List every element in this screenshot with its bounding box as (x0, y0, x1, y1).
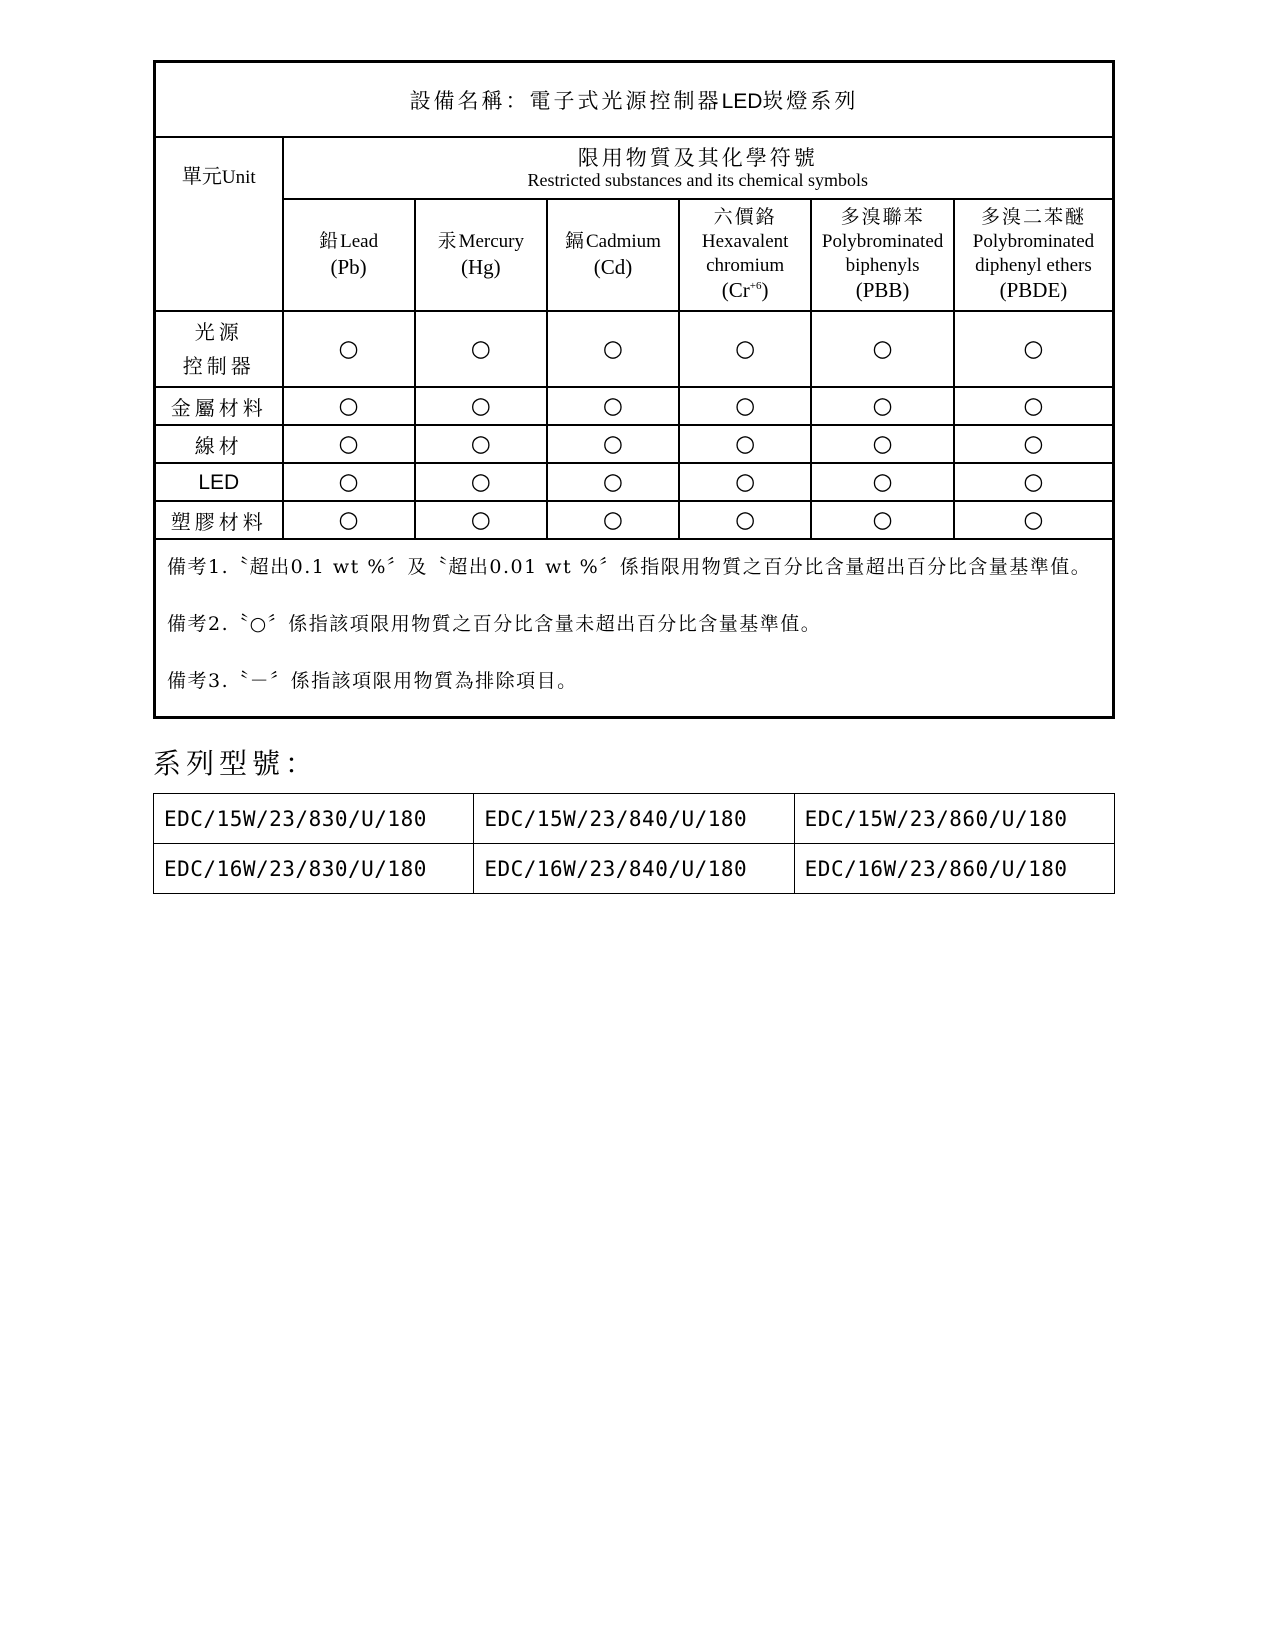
substance-en-line2: diphenyl ethers (975, 254, 1092, 276)
substance-symbol: (Pb) (330, 254, 367, 279)
compliance-mark: ○ (679, 387, 811, 425)
compliance-mark: ○ (954, 463, 1114, 501)
restricted-header-zh: 限用物質及其化學符號 (577, 145, 818, 170)
compliance-mark: ○ (283, 463, 415, 501)
series-models-table (153, 793, 1115, 894)
unit-light-controller (155, 311, 283, 387)
model-number: EDC/15W/23/830/U/180 (154, 794, 474, 844)
compliance-mark: ○ (954, 311, 1114, 387)
table-row (155, 311, 1114, 387)
substance-symbol: (PBDE) (999, 278, 1068, 303)
compliance-mark: ○ (679, 463, 811, 501)
substance-hexavalent-chromium (679, 199, 811, 311)
compliance-mark: ○ (415, 425, 547, 463)
table-row (154, 794, 1115, 844)
unit-plastic-material: 塑膠材料 (155, 501, 283, 539)
restricted-substances-header (283, 137, 1114, 199)
substance-en-line2: biphenyls (845, 254, 920, 276)
unit-led (155, 463, 283, 501)
model-number: EDC/15W/23/860/U/180 (794, 794, 1114, 844)
substance-symbol: (PBB) (855, 278, 910, 303)
compliance-mark: ○ (811, 501, 954, 539)
table-row (155, 425, 1114, 463)
notes-section (155, 539, 1114, 718)
substance-pbde (954, 199, 1114, 311)
unit-line2: 控制器 (182, 354, 255, 378)
model-number: EDC/16W/23/860/U/180 (794, 844, 1114, 894)
substance-en: Cadmium (586, 230, 661, 252)
substance-en: Mercury (458, 230, 524, 252)
substance-symbol (722, 278, 769, 302)
symbol-open: (Cr (721, 278, 750, 303)
substance-en-line1: Hexavalent (701, 230, 789, 252)
note-1: 備考1.〝超出0.1 wt %〞及〝超出0.01 wt %〞係指限用物質之百分比含量超出百分比含量基準值。 (167, 556, 1092, 578)
equipment-name-prefix: 設備名稱：電子式光源控制器 (409, 88, 722, 113)
substance-mercury (415, 199, 547, 311)
compliance-mark: ○ (547, 387, 679, 425)
compliance-mark: ○ (415, 387, 547, 425)
substance-symbol: (Hg) (460, 254, 501, 279)
substance-zh: 鎘 (564, 229, 586, 252)
table-row (155, 501, 1114, 539)
compliance-mark: ○ (811, 463, 954, 501)
rohs-declaration-table (153, 60, 1115, 719)
substance-zh: 鉛 (319, 229, 341, 252)
compliance-mark: ○ (679, 425, 811, 463)
compliance-mark: ○ (811, 387, 954, 425)
series-models-heading: 系列型號： (153, 747, 319, 780)
model-number: EDC/16W/23/840/U/180 (474, 844, 794, 894)
compliance-mark: ○ (954, 387, 1114, 425)
substance-symbol: (Cd) (593, 254, 633, 279)
symbol-superscript: +6 (749, 280, 762, 293)
substance-pbb (811, 199, 954, 311)
substance-en-line1: Polybrominated (972, 230, 1095, 252)
note-2: 備考2.〝○〞係指該項限用物質之百分比含量未超出百分比含量基準值。 (167, 613, 822, 635)
table-row (155, 387, 1114, 425)
model-number: EDC/15W/23/840/U/180 (474, 794, 794, 844)
compliance-mark: ○ (954, 425, 1114, 463)
unit-line1: 光源 (194, 320, 243, 344)
compliance-mark: ○ (415, 311, 547, 387)
compliance-mark: ○ (283, 311, 415, 387)
compliance-mark: ○ (547, 425, 679, 463)
compliance-mark: ○ (415, 501, 547, 539)
unit-header (155, 137, 283, 311)
note-3: 備考3.〝－〞係指該項限用物質為排除項目。 (167, 670, 578, 692)
substance-en-line2: chromium (706, 254, 785, 276)
compliance-mark: ○ (415, 463, 547, 501)
compliance-mark: ○ (547, 463, 679, 501)
table-row (155, 463, 1114, 501)
substance-en-line1: Polybrominated (821, 230, 944, 252)
compliance-mark: ○ (954, 501, 1114, 539)
substance-zh: 汞 (437, 229, 459, 252)
symbol-close: ) (761, 278, 769, 303)
substance-en: Lead (340, 230, 379, 252)
equipment-name-led: LED (721, 89, 763, 113)
compliance-mark: ○ (679, 501, 811, 539)
unit-header-zh: 單元 (181, 164, 222, 188)
unit-header-en: Unit (221, 167, 256, 188)
unit-wire: 線材 (155, 425, 283, 463)
substance-zh: 六價鉻 (713, 206, 777, 228)
substance-lead (283, 199, 415, 311)
compliance-mark: ○ (283, 387, 415, 425)
substance-cadmium (547, 199, 679, 311)
compliance-mark: ○ (547, 501, 679, 539)
compliance-mark: ○ (283, 425, 415, 463)
equipment-name-title (155, 62, 1114, 138)
unit-led-label: LED (198, 470, 240, 494)
compliance-mark: ○ (811, 311, 954, 387)
substance-zh: 多溴聯苯 (840, 206, 925, 228)
compliance-mark: ○ (811, 425, 954, 463)
equipment-name-suffix: 崁燈系列 (762, 88, 859, 113)
model-number: EDC/16W/23/830/U/180 (154, 844, 474, 894)
substance-zh: 多溴二苯醚 (980, 206, 1086, 228)
unit-metal-material: 金屬材料 (155, 387, 283, 425)
table-row (154, 844, 1115, 894)
compliance-mark: ○ (679, 311, 811, 387)
restricted-header-en: Restricted substances and its chemical symbols (527, 169, 868, 190)
compliance-mark: ○ (283, 501, 415, 539)
compliance-mark: ○ (547, 311, 679, 387)
